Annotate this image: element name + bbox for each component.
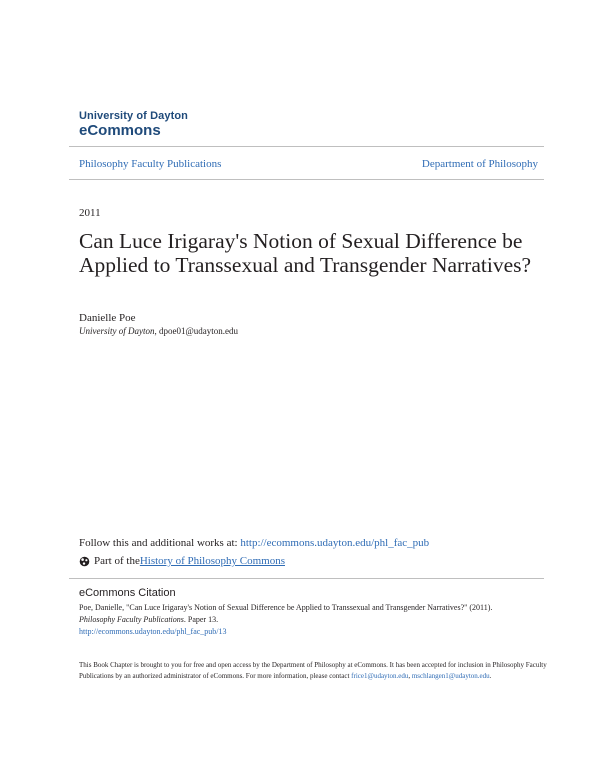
collection-url-link[interactable]: http://ecommons.udayton.edu/phl_fac_pub	[240, 537, 430, 549]
citation-body	[79, 602, 549, 638]
author-name: Danielle Poe	[79, 312, 136, 324]
affiliation-institution: University of Dayton	[79, 326, 155, 336]
citation-paper-number: . Paper 13.	[183, 615, 219, 624]
institution-name: University of Dayton	[79, 110, 188, 122]
publication-year: 2011	[79, 207, 101, 219]
citation-text: Poe, Danielle, "Can Luce Irigaray's Notion of Sexual Difference be Applied to Transsexual and Transgender Narratives?" (2011).	[79, 603, 493, 612]
author-affiliation	[79, 326, 238, 336]
citation-series-line	[79, 614, 549, 626]
citation-rule	[69, 578, 544, 579]
contact-email-2-link[interactable]: mschlangen1@udayton.edu	[411, 672, 490, 680]
part-of-text: Part of the	[94, 555, 140, 567]
history-of-philosophy-commons-link[interactable]: History of Philosophy Commons	[139, 555, 285, 567]
follow-line	[79, 537, 429, 549]
notice-separator: ,	[408, 672, 412, 680]
access-notice	[79, 660, 549, 682]
top-rule	[69, 146, 544, 147]
repository-name: eCommons	[79, 122, 161, 139]
follow-text: Follow this and additional works at:	[79, 537, 241, 549]
department-of-philosophy-link[interactable]: Department of Philosophy	[421, 158, 538, 170]
commons-network-icon	[79, 556, 90, 567]
part-of-line	[79, 555, 285, 567]
notice-text: This Book Chapter is brought to you for free and open access by the Department of Philosophy at eCommons. It has been accepted for inclusion in Philosophy Faculty Publications by an authorized administrator of eCommons. For more information, please contact	[79, 661, 547, 680]
author-email: , dpoe01@udayton.edu	[154, 326, 239, 336]
philosophy-faculty-publications-link[interactable]: Philosophy Faculty Publications	[79, 158, 222, 170]
contact-email-1-link[interactable]: frice1@udayton.edu	[351, 672, 409, 680]
citation-series: Philosophy Faculty Publications	[79, 615, 184, 624]
citation-heading: eCommons Citation	[79, 587, 176, 599]
citation-url-link[interactable]: http://ecommons.udayton.edu/phl_fac_pub/13	[79, 627, 227, 636]
notice-end: .	[489, 672, 492, 680]
nav-rule	[69, 179, 544, 180]
paper-title: Can Luce Irigaray's Notion of Sexual Difference be Applied to Transsexual and Transgender Narratives?	[79, 229, 532, 277]
